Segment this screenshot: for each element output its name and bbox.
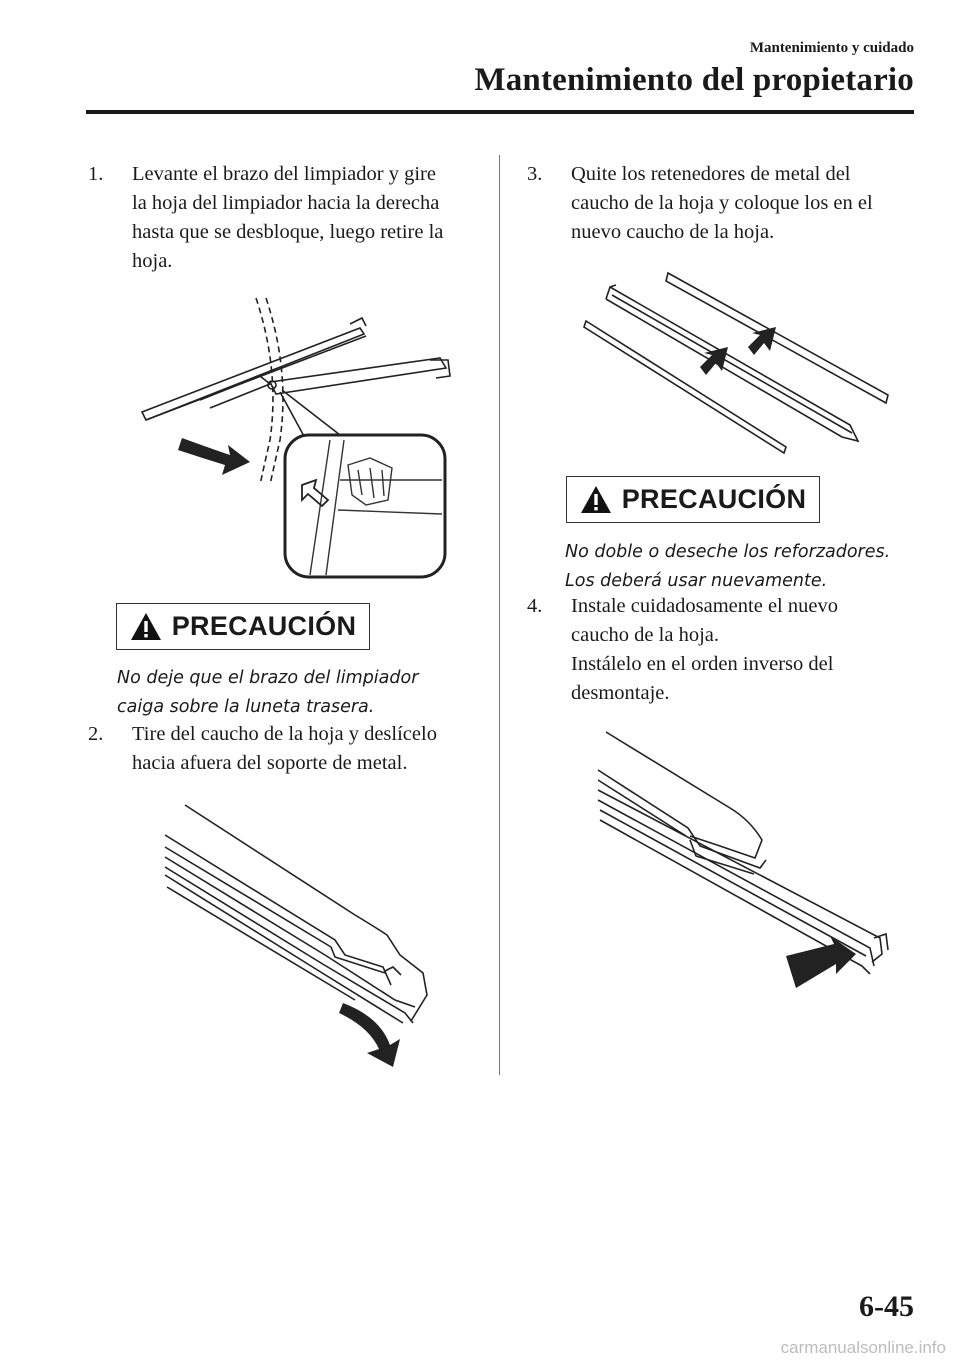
step-text: Quite los retenedores de metal del caucho de la hoja y coloque los en el nuevo caucho de la hoja. — [571, 163, 873, 243]
step-text: Levante el brazo del limpiador y gire la hoja del limpiador hacia la derecha hasta que se desbloque, luego retire la hoja. — [132, 163, 444, 272]
caution-text-1: No deje que el brazo del limpiador caiga sobre la luneta trasera. — [117, 668, 419, 717]
step-number: 4. — [527, 595, 543, 617]
caution-label: PRECAUCIÓN — [621, 484, 807, 514]
step-text: Tire del caucho de la hoja y deslícelo hacia afuera del soporte de metal. — [132, 723, 437, 774]
header-divider — [86, 110, 914, 114]
figure-blade-rubber-install — [590, 728, 890, 998]
section-subtitle: Mantenimiento y cuidado — [749, 40, 914, 56]
figure-metal-retainers — [580, 265, 895, 455]
step-number: 3. — [527, 163, 543, 185]
warning-icon — [580, 485, 612, 514]
caution-box-2 — [566, 476, 820, 523]
footer-watermark-link[interactable]: carmanualsonline.info — [780, 1338, 946, 1357]
caution-text-2: No doble o deseche los reforzadores. Los deberá usar nuevamente. — [565, 542, 891, 591]
warning-icon — [130, 612, 162, 641]
figure-wiper-arm-removal — [130, 290, 460, 585]
step-number: 1. — [88, 163, 104, 185]
caution-label: PRECAUCIÓN — [171, 611, 357, 641]
step-text: Instale cuidadosamente el nuevo caucho de la hoja. Instálelo en el orden inverso del desmontaje. — [571, 595, 838, 704]
step-number: 2. — [88, 723, 104, 745]
page-number: 6-45 — [859, 1290, 914, 1323]
column-divider — [499, 155, 500, 1075]
step-4 — [527, 592, 927, 708]
caution-box-1 — [116, 603, 370, 650]
step-1 — [88, 160, 488, 276]
step-2 — [88, 720, 488, 778]
step-3 — [527, 160, 927, 247]
figure-blade-rubber-slide-out — [155, 795, 440, 1070]
page-title: Mantenimiento del propietario — [474, 62, 914, 98]
